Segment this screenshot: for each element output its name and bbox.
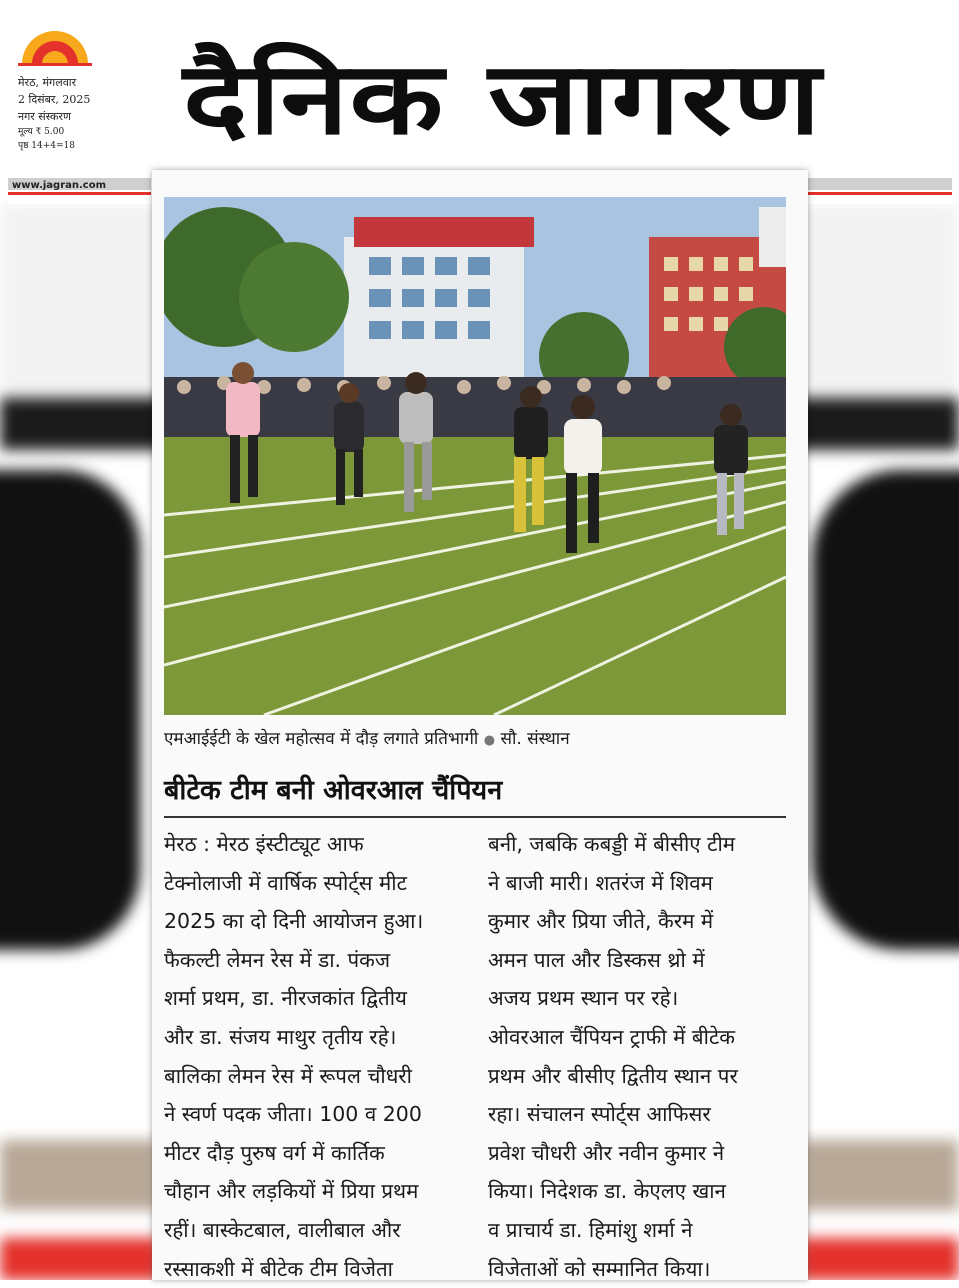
caption-text: एमआईईटी के खेल महोत्सव में दौड़ लगाते प्रतिभागी bbox=[164, 729, 479, 749]
body-line: विजेताओं को सम्मानित किया। bbox=[488, 1256, 711, 1281]
website-url: www.jagran.com bbox=[12, 180, 107, 191]
masthead-red-rule-right bbox=[806, 192, 952, 195]
caption-credit: सौ. संस्थान bbox=[500, 729, 570, 749]
body-line: शर्मा प्रथम, डा. नीरजकांत द्वितीय bbox=[164, 986, 407, 1011]
masthead-rule-right bbox=[806, 178, 952, 190]
body-line: अजय प्रथम स्थान पर रहे। bbox=[488, 986, 679, 1011]
body-line: मेरठ : मेरठ इंस्टीट्यूट आफ bbox=[164, 832, 364, 856]
article-column-left bbox=[164, 825, 464, 1288]
article-clipping bbox=[152, 170, 808, 1280]
body-line: प्रथम और बीसीए द्वितीय स्थान पर bbox=[488, 1063, 738, 1088]
caption-bullet-icon: ● bbox=[483, 733, 496, 748]
edition-city-day: मेरठ, मंगलवार bbox=[18, 76, 77, 89]
body-line: कुमार और प्रिया जीते, कैरम में bbox=[488, 909, 714, 934]
body-line: टेक्नोलाजी में वार्षिक स्पोर्ट्स मीट bbox=[164, 870, 407, 895]
body-line: बनी, जबकि कबड्डी में बीसीए टीम bbox=[488, 832, 736, 856]
edition-type: नगर संस्करण bbox=[18, 110, 71, 123]
body-line: अमन पाल और डिस्कस थ्रो में bbox=[488, 947, 705, 972]
body-line: रहीं। बास्केटबाल, वालीबाल और bbox=[164, 1217, 401, 1242]
paper-name: दैनिक जागरण bbox=[183, 40, 822, 157]
edition-date: 2 दिसंबर, 2025 bbox=[18, 93, 91, 106]
body-line: ओवरआल चैंपियन ट्राफी में बीटेक bbox=[488, 1024, 736, 1049]
body-line: प्रवेश चौधरी और नवीन कुमार ने bbox=[488, 1140, 725, 1165]
photo-caption bbox=[164, 726, 784, 749]
body-line: व प्राचार्य डा. हिमांशु शर्मा ने bbox=[488, 1217, 693, 1242]
body-line: ने बाजी मारी। शतरंज में शिवम bbox=[488, 870, 713, 895]
edition-pages: पृष्ठ 14+4=18 bbox=[18, 141, 75, 151]
body-line: रहा। संचालन स्पोर्ट्स आफिसर bbox=[488, 1102, 711, 1127]
students-running-race-photo bbox=[164, 197, 786, 715]
body-line: ने स्वर्ण पदक जीता। 100 व 200 bbox=[164, 1102, 422, 1127]
edition-price: मूल्य ₹ 5.00 bbox=[18, 127, 65, 137]
body-line: चौहान और लड़कियों में प्रिया प्रथम bbox=[164, 1179, 419, 1204]
article-headline: बीटेक टीम बनी ओवरआल चैंपियन bbox=[164, 775, 503, 806]
body-line: रस्साकशी में बीटेक टीम विजेता bbox=[164, 1256, 393, 1281]
body-line: मीटर दौड़ पुरुष वर्ग में कार्तिक bbox=[164, 1140, 385, 1165]
masthead-red-rule-left bbox=[8, 192, 151, 195]
body-line: किया। निदेशक डा. केएलए खान bbox=[488, 1179, 726, 1204]
body-line: और डा. संजय माथुर तृतीय रहे। bbox=[164, 1024, 397, 1049]
edition-info bbox=[18, 74, 148, 153]
body-line: 2025 का दो दिनी आयोजन हुआ। bbox=[164, 909, 424, 934]
body-line: बालिका लेमन रेस में रूपल चौधरी bbox=[164, 1063, 412, 1088]
headline-divider bbox=[164, 816, 786, 818]
rising-sun-logo-icon bbox=[18, 26, 92, 66]
article-column-right bbox=[488, 825, 788, 1288]
body-line: फैकल्टी लेमन रेस में डा. पंकज bbox=[164, 947, 391, 972]
